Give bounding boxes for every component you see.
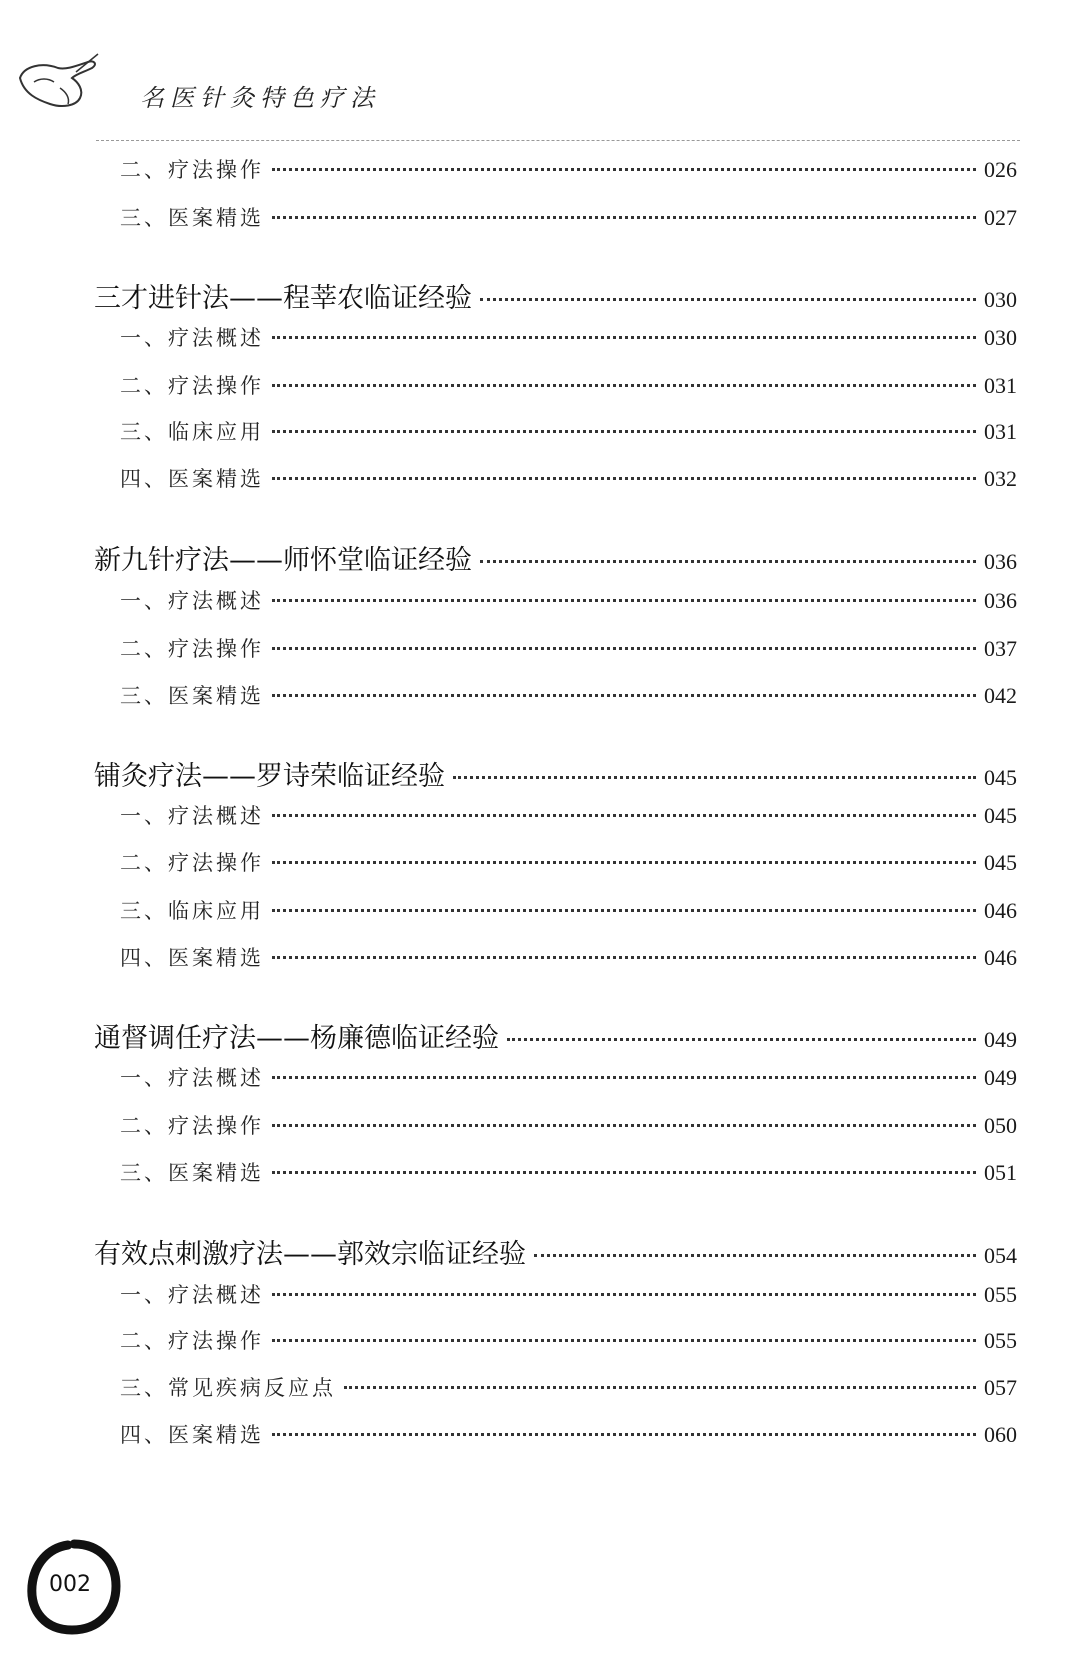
toc-entry-title: 三才进针法——程莘农临证经验 — [94, 283, 472, 314]
toc-entry-page: 051 — [984, 1160, 1017, 1185]
toc-chapter-row[interactable] — [0, 276, 1080, 315]
dot-leader — [453, 776, 976, 779]
toc-section-row[interactable] — [0, 1062, 1080, 1092]
toc-entry-page: 030 — [984, 325, 1017, 350]
toc-entry-title: 一、疗法概述 — [120, 589, 264, 613]
toc-section-row[interactable] — [0, 680, 1080, 710]
dot-leader — [272, 647, 976, 650]
toc-entry-title: 二、疗法操作 — [120, 851, 264, 875]
dot-leader — [272, 216, 976, 219]
toc-entry-title: 一、疗法概述 — [120, 1283, 264, 1307]
toc-chapter-row[interactable] — [0, 754, 1080, 793]
toc-entry-title: 二、疗法操作 — [120, 374, 264, 398]
toc-entry-title: 有效点刺激疗法——郭效宗临证经验 — [94, 1239, 526, 1270]
dot-leader — [272, 430, 976, 433]
page-number-badge — [24, 1536, 124, 1636]
dot-leader — [480, 560, 976, 563]
dot-leader — [272, 694, 976, 697]
toc-entry-page: 050 — [984, 1113, 1017, 1138]
toc-section-row[interactable] — [0, 585, 1080, 615]
dot-leader — [272, 814, 976, 817]
toc-entry-page: 055 — [984, 1328, 1017, 1353]
dot-leader — [272, 1433, 976, 1436]
toc-entry-page: 045 — [984, 803, 1017, 828]
toc-entry-page: 054 — [984, 1243, 1017, 1268]
hand-logo-icon — [14, 48, 100, 114]
dot-leader — [507, 1038, 976, 1041]
toc-chapter-row[interactable] — [0, 1016, 1080, 1055]
dot-leader — [272, 1124, 976, 1127]
toc-entry-page: 032 — [984, 466, 1017, 491]
header-divider — [96, 140, 1020, 141]
toc-entry-title: 三、医案精选 — [120, 684, 264, 708]
toc-section-row[interactable] — [0, 370, 1080, 400]
toc-entry-page: 042 — [984, 683, 1017, 708]
page-number: 002 — [49, 1572, 91, 1597]
toc-section-row[interactable] — [0, 1372, 1080, 1402]
toc-section-row[interactable] — [0, 416, 1080, 446]
toc-entry-page: 055 — [984, 1282, 1017, 1307]
toc-section-row[interactable] — [0, 633, 1080, 663]
dot-leader — [272, 336, 976, 339]
toc-entry-page: 030 — [984, 287, 1017, 312]
toc-entry-title: 二、疗法操作 — [120, 637, 264, 661]
toc-entry-page: 046 — [984, 945, 1017, 970]
toc-entry-title: 三、医案精选 — [120, 1161, 264, 1185]
toc-section-row[interactable] — [0, 322, 1080, 352]
toc-section-row[interactable] — [0, 1325, 1080, 1355]
toc-entry-title: 一、疗法概述 — [120, 1066, 264, 1090]
toc-section-row[interactable] — [0, 1157, 1080, 1187]
dot-leader — [272, 956, 976, 959]
toc-entry-page: 036 — [984, 549, 1017, 574]
toc-entry-title: 一、疗法概述 — [120, 326, 264, 350]
toc-entry-page: 031 — [984, 373, 1017, 398]
dot-leader — [272, 1293, 976, 1296]
toc-entry-title: 二、疗法操作 — [120, 1114, 264, 1138]
dot-leader — [272, 599, 976, 602]
toc-entry-title: 四、医案精选 — [120, 946, 264, 970]
toc-entry-page: 036 — [984, 588, 1017, 613]
toc-entry-page: 057 — [984, 1375, 1017, 1400]
toc-entry-title: 四、医案精选 — [120, 467, 264, 491]
toc-section-row[interactable] — [0, 1110, 1080, 1140]
dot-leader — [272, 861, 976, 864]
toc-entry-page: 031 — [984, 419, 1017, 444]
toc-entry-page: 060 — [984, 1422, 1017, 1447]
dot-leader — [534, 1254, 976, 1257]
toc-section-row[interactable] — [0, 1279, 1080, 1309]
toc-entry-page: 045 — [984, 765, 1017, 790]
dot-leader — [480, 298, 976, 301]
toc-entry-page: 049 — [984, 1065, 1017, 1090]
toc-section-row[interactable] — [0, 942, 1080, 972]
toc-entry-title: 二、疗法操作 — [120, 1329, 264, 1353]
dot-leader — [272, 477, 976, 480]
toc-entry-page: 026 — [984, 157, 1017, 182]
toc-entry-title: 三、临床应用 — [120, 899, 264, 923]
toc-chapter-row[interactable] — [0, 538, 1080, 577]
dot-leader — [344, 1386, 976, 1389]
toc-entry-title: 三、常见疾病反应点 — [120, 1376, 336, 1400]
book-title: 名医针灸特色疗法 — [140, 84, 380, 112]
toc-chapter-row[interactable] — [0, 1232, 1080, 1271]
toc-section-row[interactable] — [0, 800, 1080, 830]
toc-entry-title: 三、临床应用 — [120, 420, 264, 444]
dot-leader — [272, 1076, 976, 1079]
toc-entry-title: 铺灸疗法——罗诗荣临证经验 — [94, 761, 445, 792]
toc-entry-title: 通督调任疗法——杨廉德临证经验 — [94, 1023, 499, 1054]
toc-entry-title: 二、疗法操作 — [120, 158, 264, 182]
toc-entry-page: 045 — [984, 850, 1017, 875]
toc-section-row[interactable] — [0, 1419, 1080, 1449]
page-header — [0, 0, 1080, 140]
toc-section-row[interactable] — [0, 847, 1080, 877]
dot-leader — [272, 1171, 976, 1174]
toc-entry-title: 一、疗法概述 — [120, 804, 264, 828]
toc-section-row[interactable] — [0, 463, 1080, 493]
toc-entry-title: 新九针疗法——师怀堂临证经验 — [94, 545, 472, 576]
toc-entry-page: 046 — [984, 898, 1017, 923]
toc-section-row[interactable] — [0, 895, 1080, 925]
toc-entry-page: 037 — [984, 636, 1017, 661]
dot-leader — [272, 168, 976, 171]
toc-entry-title: 三、医案精选 — [120, 206, 264, 230]
toc-entry-page: 027 — [984, 205, 1017, 230]
dot-leader — [272, 384, 976, 387]
toc-section-row[interactable] — [0, 154, 1080, 184]
toc-section-row[interactable] — [0, 202, 1080, 232]
dot-leader — [272, 1339, 976, 1342]
toc-entry-title: 四、医案精选 — [120, 1423, 264, 1447]
toc-entry-page: 049 — [984, 1027, 1017, 1052]
dot-leader — [272, 909, 976, 912]
